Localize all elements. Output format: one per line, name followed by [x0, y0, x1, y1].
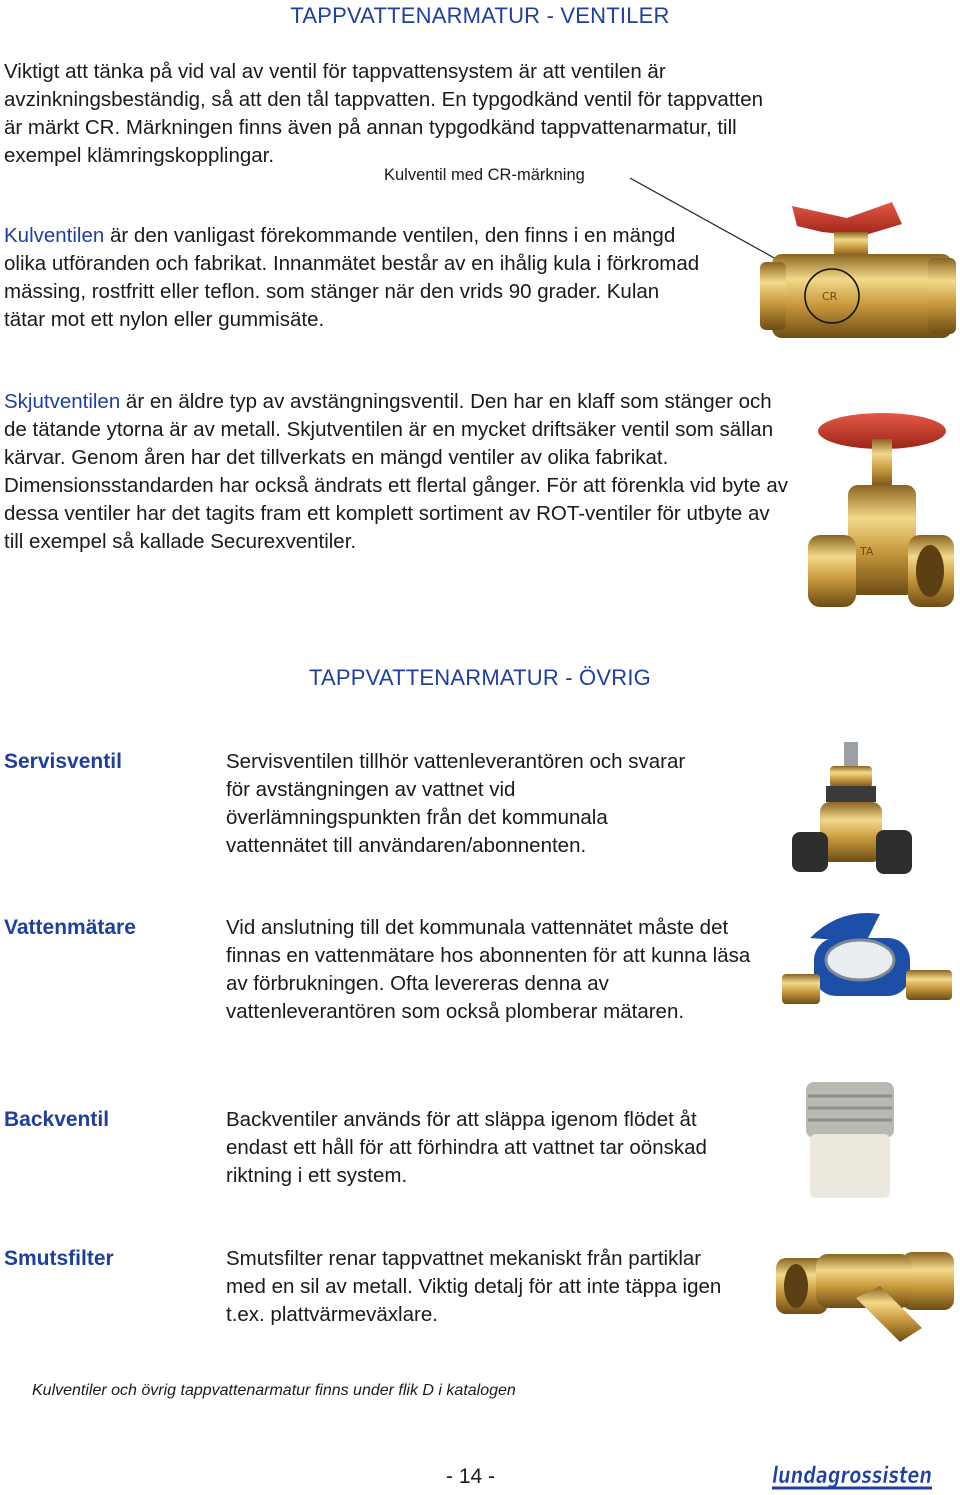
gate-valve-image — [800, 405, 960, 625]
water-meter-image — [780, 908, 955, 1018]
callout-label: Kulventil med CR-märkning — [384, 166, 585, 184]
skjutventil-text: är en äldre typ av avstängningsventil. Den har en klaff som stänger och de tätande ytorna är av metall. Skjutventilen är en mycket driftsäker ventil som sällan kärvar. Genom åren har det tillverkats en mängd ventiler av olika fabrikat. Dimensionsstandarden har också ändrats ett flertal gånger. För att förenkla vid byte av dessa ventiler har det tagits fram ett komplett sortiment av ROT-ventiler för utbyte av till exempel så kallade Securexventiler. — [4, 390, 788, 553]
catalog-footnote: Kulventiler och övrig tappvattenarmatur finns under flik D i katalogen — [32, 1382, 516, 1399]
svg-text:lundagrossisten: lundagrossisten — [772, 1463, 932, 1489]
ball-valve-image — [752, 196, 960, 356]
kulventil-term: Kulventilen — [4, 224, 105, 247]
servisventil-heading: Servisventil — [4, 750, 122, 773]
servisventil-text: Servisventilen tillhör vattenleverantören och svarar för avstängningen av vattnet vid överlämningspunkten från det kommunala vattennätet till användaren/abonnenten. — [226, 750, 686, 857]
skjutventil-term: Skjutventilen — [4, 390, 121, 413]
section-title-ovrig: TAPPVATTENARMATUR - ÖVRIG — [309, 665, 651, 690]
smutsfilter-text: Smutsfilter renar tappvattnet mekaniskt från partiklar med en sil av metall. Viktig detalj för att inte täppa igen t.ex. plattvärmeväxlare. — [226, 1247, 722, 1326]
kulventil-paragraph — [4, 222, 704, 334]
backventil-text: Backventiler används för att släppa igenom flödet åt endast ett håll för att förhindra att vattnet tar oönskad riktning i ett system. — [226, 1108, 707, 1187]
vattenmatare-heading: Vattenmätare — [4, 916, 136, 939]
page-number: - 14 - — [446, 1465, 496, 1488]
strainer-image — [772, 1232, 958, 1352]
service-valve-image — [786, 740, 916, 890]
check-valve-image — [800, 1078, 900, 1200]
smutsfilter-heading: Smutsfilter — [4, 1247, 114, 1270]
company-logo — [770, 1458, 936, 1492]
vattenmatare-text: Vid anslutning till det kommunala vattennätet måste det finnas en vattenmätare hos abonnenten för att kunna läsa av förbrukningen. Ofta levereras denna av vattenleverantören som också plomberar mätaren. — [226, 916, 751, 1023]
svg-text:TA: TA — [860, 545, 874, 558]
backventil-heading: Backventil — [4, 1108, 110, 1131]
svg-text:CR: CR — [822, 290, 838, 303]
intro-paragraph: Viktigt att tänka på vid val av ventil för tappvattensystem är att ventilen är avzinkningsbeständig, så att den tål tappvatten. En typgodkänd ventil för tappvatten är märkt CR. Märkningen finns även på annan typgodkänd tappvattenarmatur, till exempel klämringskopplingar. — [4, 60, 764, 167]
skjutventil-paragraph — [4, 388, 794, 556]
section-title-ventiler: TAPPVATTENARMATUR - VENTILER — [290, 3, 670, 28]
kulventil-text: är den vanligast förekommande ventilen, den finns i en mängd olika utföranden och fabrikat. Innanmätet består av en ihålig kula i förkromad mässing, rostfritt eller teflon. som stänger när den vrids 90 grader. Kulan tätar mot ett nylon eller gummisäte. — [4, 224, 700, 331]
